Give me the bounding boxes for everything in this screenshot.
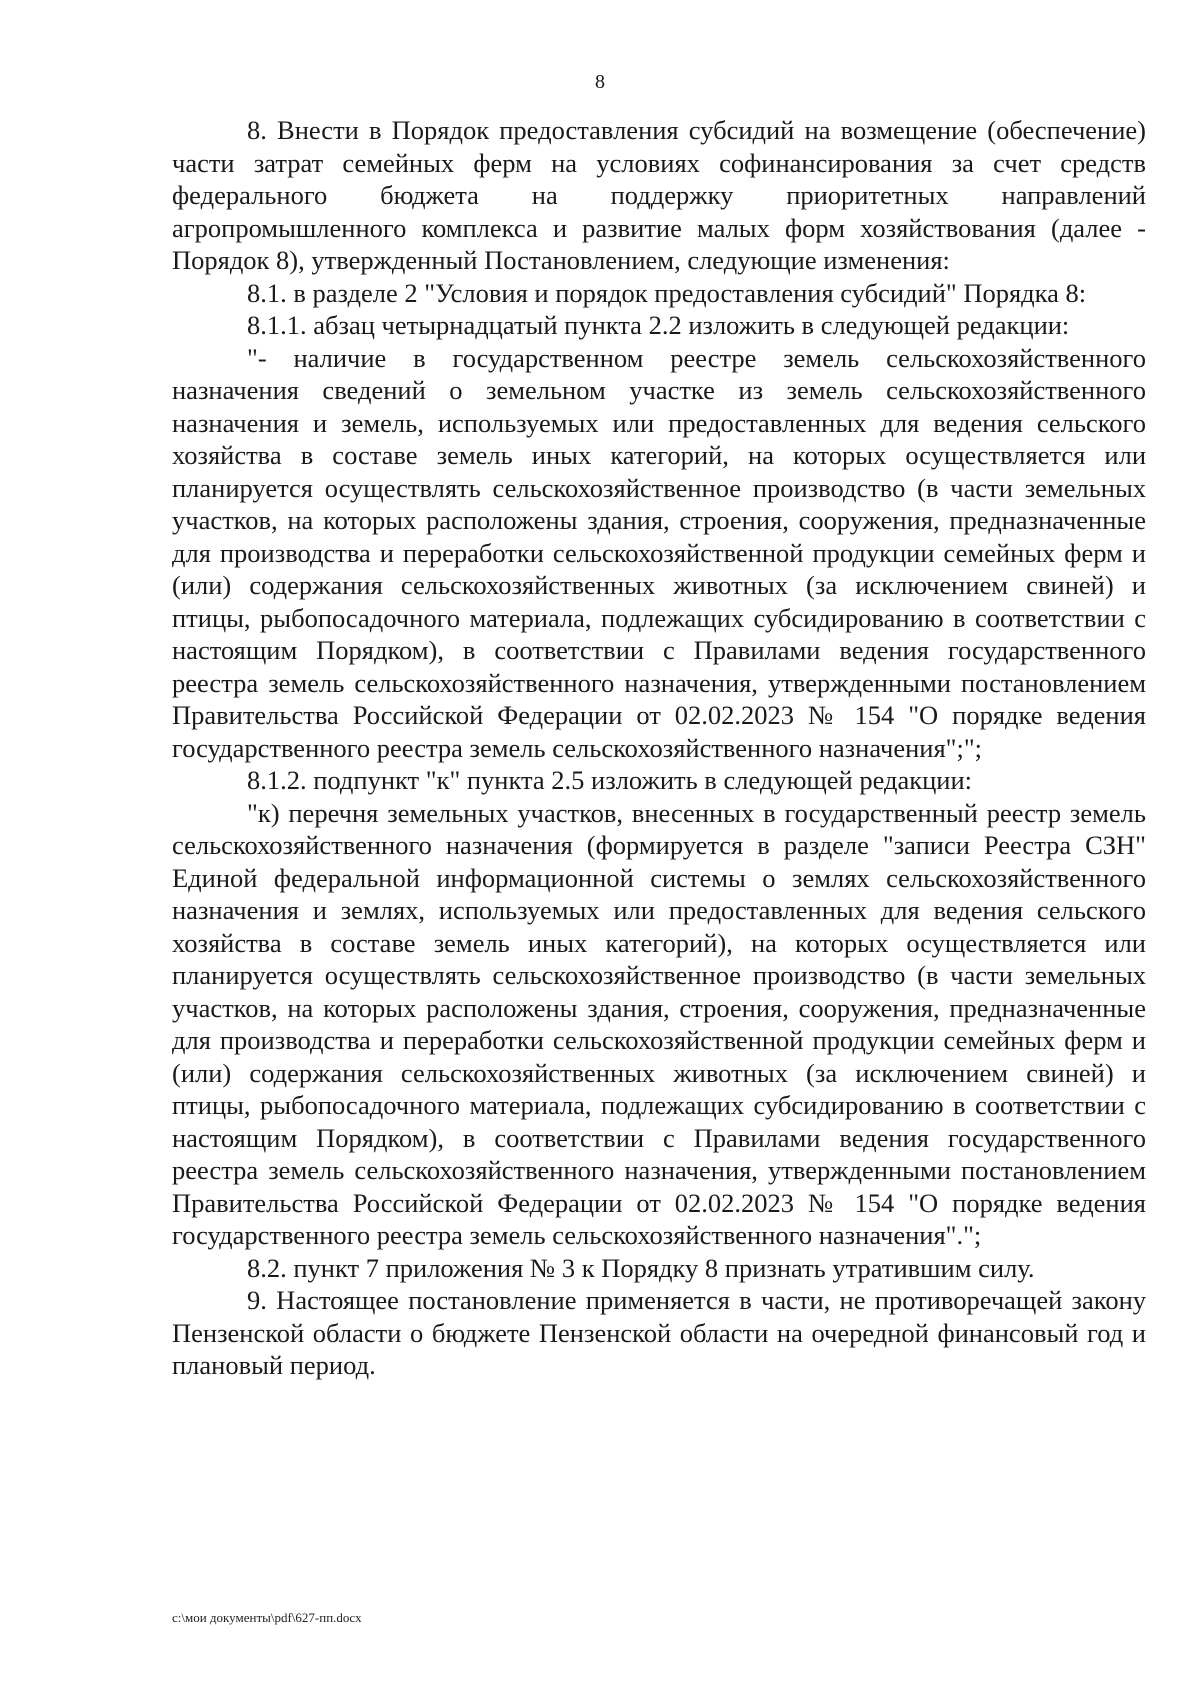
- paragraph-8-1: 8.1. в разделе 2 "Условия и порядок предоставления субсидий" Порядка 8:: [247, 277, 1087, 308]
- page-number: 8: [595, 71, 605, 93]
- paragraph-9: 9. Настоящее постановление применяется в части, не противоречащей закону Пензенской области о бюджете Пензенской области на очередной финансовый год и плановый период.: [172, 1285, 1146, 1380]
- paragraph-8: 8. Внести в Порядок предоставления субсидий на возмещение (обеспечение) части затрат семейных ферм на условиях софинансирования за счет средств федерального бюджета на поддержку приоритетных направлений агропромышленного комплекса и развитие малых форм хозяйствования (далее - Порядок 8), утвержденный Постановлением, следующие изменения:: [172, 115, 1146, 275]
- paragraph-8-1-1: 8.1.1. абзац четырнадцатый пункта 2.2 изложить в следующей редакции:: [247, 310, 1070, 340]
- paragraph-8-1-1-text: "- наличие в государственном реестре земель сельскохозяйственного назначения сведений о земельном участке из земель сельскохозяйственного назначения и земель, используемых или предоставленных для ведения сельского хозяйства в составе земель иных категорий, на которых осуществляется или планируется осуществлять сельскохозяйственное производство (в части земельных участков, на которых расположены здания, строения, сооружения, предназначенные для производства и переработки сельскохозяйственной продукции семейных ферм и (или) содержания сельскохозяйственных животных (за исключением свиней) и птицы, рыбопосадочного материала, подлежащих субсидированию в соответствии с настоящим Порядком), в соответствии с Правилами ведения государственного реестра земель сельскохозяйственного назначения, утвержденными постановлением Правительства Российской Федерации от 02.02.2023 № 154 "О порядке ведения государственного реестра земель сельскохозяйственного назначения";";: [172, 342, 1146, 763]
- footer-file-path: c:\мои документы\pdf\627-пп.docx: [172, 1610, 362, 1625]
- paragraph-8-2: 8.2. пункт 7 приложения № 3 к Порядку 8 признать утратившим силу.: [247, 1252, 1035, 1283]
- paragraph-8-1-2-text: "к) перечня земельных участков, внесенных в государственный реестр земель сельскохозяйственного назначения (формируется в разделе "записи Реестра СЗН" Единой федеральной информационной системы о землях сельскохозяйственного назначения и землях, используемых или предоставленных для ведения сельского хозяйства в составе земель иных категорий), на которых осуществляется или планируется осуществлять сельскохозяйственное производство (в части земельных участков, на которых расположены здания, строения, сооружения, предназначенные для производства и переработки сельскохозяйственной продукции семейных ферм и (или) содержания сельскохозяйственных животных (за исключением свиней) и птицы, рыбопосадочного материала, подлежащих субсидированию в соответствии с настоящим Порядком), в соответствии с Правилами ведения государственного реестра земель сельскохозяйственного назначения, утвержденными постановлением Правительства Российской Федерации от 02.02.2023 № 154 "О порядке ведения государственного реестра земель сельскохозяйственного назначения".";: [172, 797, 1146, 1250]
- document-body: [172, 114, 1146, 1382]
- paragraph-8-1-2: 8.1.2. подпункт "к" пункта 2.5 изложить в следующей редакции:: [247, 765, 973, 795]
